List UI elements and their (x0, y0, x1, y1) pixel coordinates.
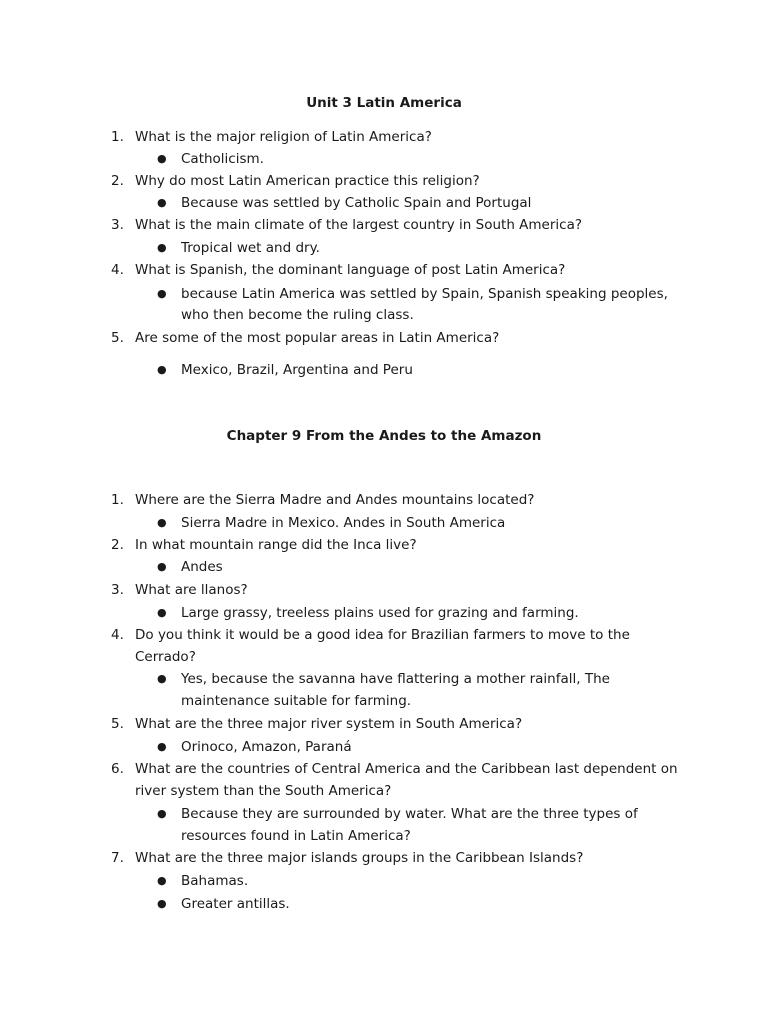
chapter9-q4-answer-line2: maintenance suitable for farming. (181, 693, 412, 709)
chapter9-q7-answer2: Greater antillas. (181, 896, 290, 912)
chapter9-q2-number: 2. (111, 537, 124, 553)
unit3-q4-question: What is Spanish, the dominant language of post Latin America? (135, 262, 566, 278)
unit3-q4-number: 4. (111, 262, 124, 278)
chapter9-q3-question: What are llanos? (135, 582, 248, 598)
unit3-q2-answer: Because was settled by Catholic Spain and Portugal (181, 195, 532, 211)
bullet-icon: ● (157, 196, 167, 209)
bullet-icon: ● (157, 740, 167, 753)
unit3-q3-answer: Tropical wet and dry. (181, 240, 320, 256)
unit3-q4-answer-line2: who then become the ruling class. (181, 307, 414, 323)
unit3-q4-answer-line1: because Latin America was settled by Spain, Spanish speaking peoples, (181, 286, 668, 302)
unit3-q1-answer: Catholicism. (181, 151, 264, 167)
chapter9-q6-answer-line2: resources found in Latin America? (181, 828, 411, 844)
bullet-icon: ● (157, 606, 167, 619)
chapter9-title: Chapter 9 From the Andes to the Amazon (226, 428, 542, 444)
unit3-q3-number: 3. (111, 217, 124, 233)
unit3-q3-question: What is the main climate of the largest country in South America? (135, 217, 583, 233)
bullet-icon: ● (157, 560, 167, 573)
chapter9-q2-answer: Andes (181, 559, 223, 575)
unit3-q1-question: What is the major religion of Latin America? (135, 129, 432, 145)
chapter9-q6-number: 6. (111, 761, 124, 777)
chapter9-q4-question-line2: Cerrado? (135, 649, 196, 665)
bullet-icon: ● (157, 807, 167, 820)
unit3-title: Unit 3 Latin America (306, 95, 462, 111)
unit3-q1-number: 1. (111, 129, 124, 145)
chapter9-q7-question: What are the three major islands groups in the Caribbean Islands? (135, 850, 584, 866)
unit3-q2-number: 2. (111, 173, 124, 189)
bullet-icon: ● (157, 152, 167, 165)
chapter9-q5-question: What are the three major river system in South America? (135, 716, 523, 732)
unit3-q2-question: Why do most Latin American practice this religion? (135, 173, 480, 189)
chapter9-q3-number: 3. (111, 582, 124, 598)
chapter9-q4-question-line1: Do you think it would be a good idea for Brazilian farmers to move to the (135, 627, 630, 643)
chapter9-q5-number: 5. (111, 716, 124, 732)
unit3-q5-number: 5. (111, 330, 124, 346)
bullet-icon: ● (157, 672, 167, 685)
bullet-icon: ● (157, 516, 167, 529)
bullet-icon: ● (157, 874, 167, 887)
chapter9-q7-number: 7. (111, 850, 124, 866)
bullet-icon: ● (157, 363, 167, 376)
chapter9-q3-answer: Large grassy, treeless plains used for grazing and farming. (181, 605, 579, 621)
chapter9-q4-answer-line1: Yes, because the savanna have flattering a mother rainfall, The (181, 671, 610, 687)
chapter9-q6-question-line2: river system than the South America? (135, 783, 392, 799)
chapter9-q1-question: Where are the Sierra Madre and Andes mountains located? (135, 492, 535, 508)
bullet-icon: ● (157, 287, 167, 300)
bullet-icon: ● (157, 241, 167, 254)
chapter9-q7-answer1: Bahamas. (181, 873, 249, 889)
chapter9-q2-question: In what mountain range did the Inca live? (135, 537, 417, 553)
unit3-q5-answer: Mexico, Brazil, Argentina and Peru (181, 362, 413, 378)
bullet-icon: ● (157, 897, 167, 910)
unit3-q5-question: Are some of the most popular areas in Latin America? (135, 330, 500, 346)
chapter9-q1-number: 1. (111, 492, 124, 508)
chapter9-q4-number: 4. (111, 627, 124, 643)
chapter9-q5-answer: Orinoco, Amazon, Paraná (181, 739, 352, 755)
chapter9-q6-question-line1: What are the countries of Central America and the Caribbean last dependent on (135, 761, 678, 777)
chapter9-q6-answer-line1: Because they are surrounded by water. What are the three types of (181, 806, 638, 822)
chapter9-q1-answer: Sierra Madre in Mexico. Andes in South America (181, 515, 506, 531)
